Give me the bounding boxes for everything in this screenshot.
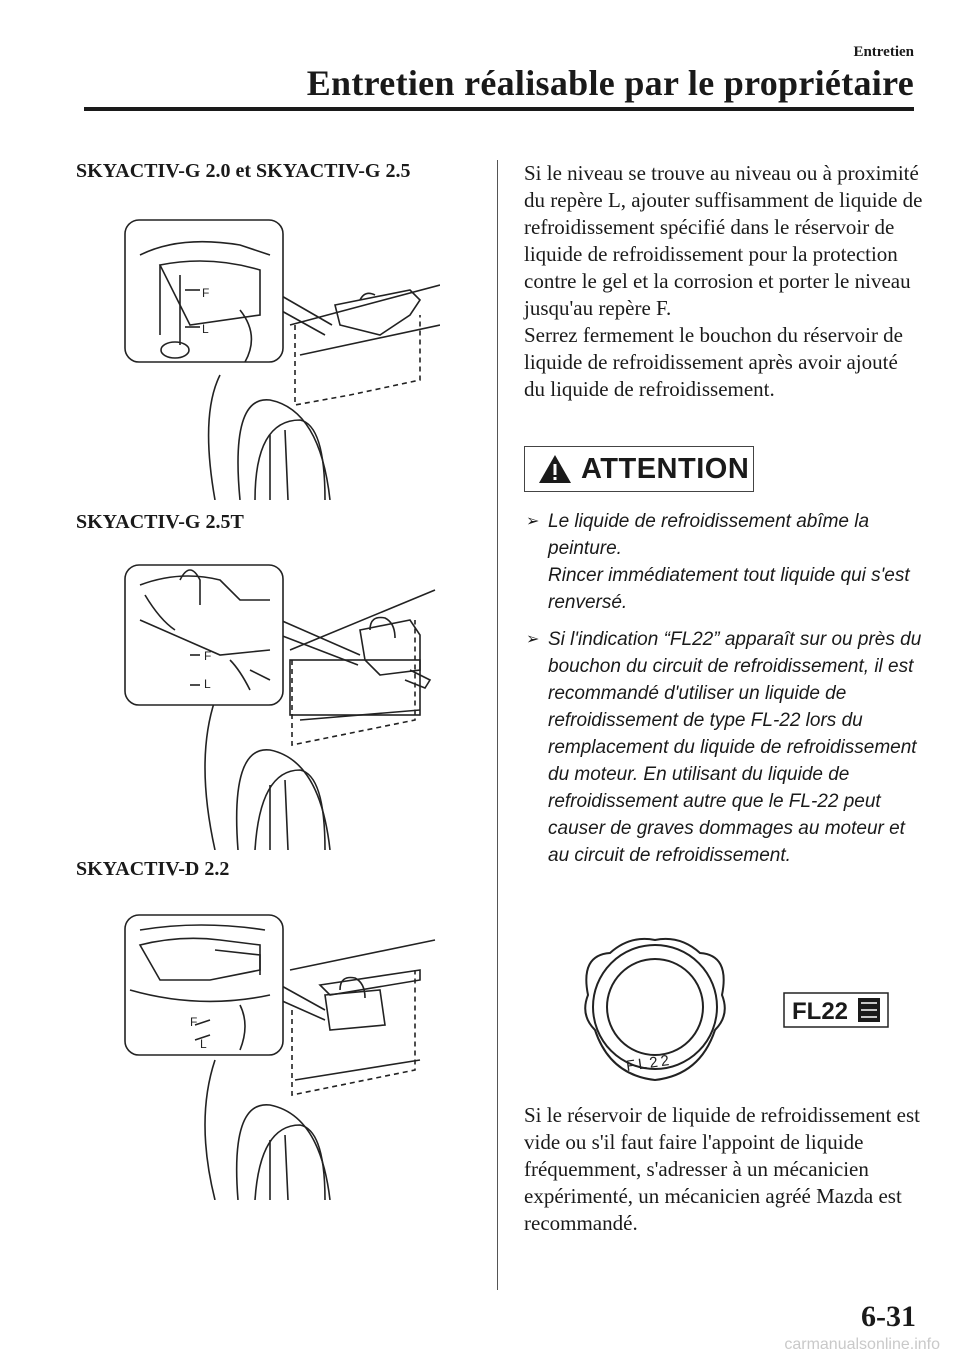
paragraph-empty-reservoir: Si le réservoir de liquide de refroidissement est vide ou s'il faut faire l'appoint de liquide fréquemment, s'adresser à un mécanicien expérimenté, un mécanicien agréé Mazda est recommandé. [524, 1103, 920, 1235]
heading-skyactiv-d-22: SKYACTIV-D 2.2 [76, 858, 230, 880]
mark-f-2: F [204, 649, 212, 663]
bullet-paint-line2: Rincer immédiatement tout liquide qui s'est renversé. [548, 565, 910, 613]
coolant-reservoir-illustration-g20 [120, 215, 440, 500]
attention-box [524, 446, 754, 492]
page-title: Entretien réalisable par le propriétaire [306, 63, 914, 103]
mark-l-3: L [200, 1037, 207, 1051]
page-number: 6-31 [861, 1300, 916, 1333]
header-rule [84, 107, 914, 111]
fl22-cap-illustration [540, 935, 900, 1085]
bullet-paint-line1: Le liquide de refroidissement abîme la peinture. [548, 511, 870, 559]
mark-f-3: F [190, 1015, 198, 1029]
attention-bullets [526, 508, 926, 879]
paragraph-refill: Si le niveau se trouve au niveau ou à proximité du repère L, ajouter suffisamment de liquide de refroidissement spécifié dans le réservoir de liquide de refroidissement pour la protection contre le gel et la corrosion et porter le niveau jusqu'au repère F. [524, 161, 923, 320]
fl22-badge-label: FL22 [792, 998, 849, 1025]
column-divider [497, 160, 498, 1290]
arrow-bullet-icon: ➢ [526, 513, 540, 530]
paragraph-tighten-cap: Serrez fermement le bouchon du réservoir de liquide de refroidissement après avoir ajouté du liquide de refroidissement. [524, 323, 904, 401]
bullet-fl22-text: Si l'indication “FL22” apparaît sur ou près du bouchon du circuit de refroidissement, il est recommandé d'utiliser un liquide de refroidissement de type FL-22 lors du remplacement du liquide de refroidissement du moteur. En utilisant du liquide de refroidissement autre que le FL-22 peut causer de graves dommages au moteur et au circuit de refroidissement. [548, 629, 922, 866]
cap-fl22-embossed: FL22 [625, 1051, 674, 1075]
warning-triangle-icon [537, 453, 573, 485]
heading-skyactiv-g-20-25: SKYACTIV-G 2.0 et SKYACTIV-G 2.5 [76, 160, 411, 182]
mark-f-1: F [202, 286, 210, 300]
watermark: carmanualsonline.info [784, 1336, 940, 1353]
heading-skyactiv-g-25t: SKYACTIV-G 2.5T [76, 511, 244, 533]
arrow-bullet-icon: ➢ [526, 631, 540, 648]
bullet-paint [526, 508, 926, 616]
mark-l-1: L [202, 322, 209, 336]
mark-l-2: L [204, 677, 211, 691]
instruction-text [524, 160, 924, 403]
header-section: Entretien [853, 44, 914, 60]
bullet-fl22 [526, 626, 926, 869]
attention-label: ATTENTION [581, 452, 750, 485]
coolant-reservoir-illustration-g25t [120, 560, 440, 850]
coolant-reservoir-illustration-d22 [120, 910, 440, 1200]
